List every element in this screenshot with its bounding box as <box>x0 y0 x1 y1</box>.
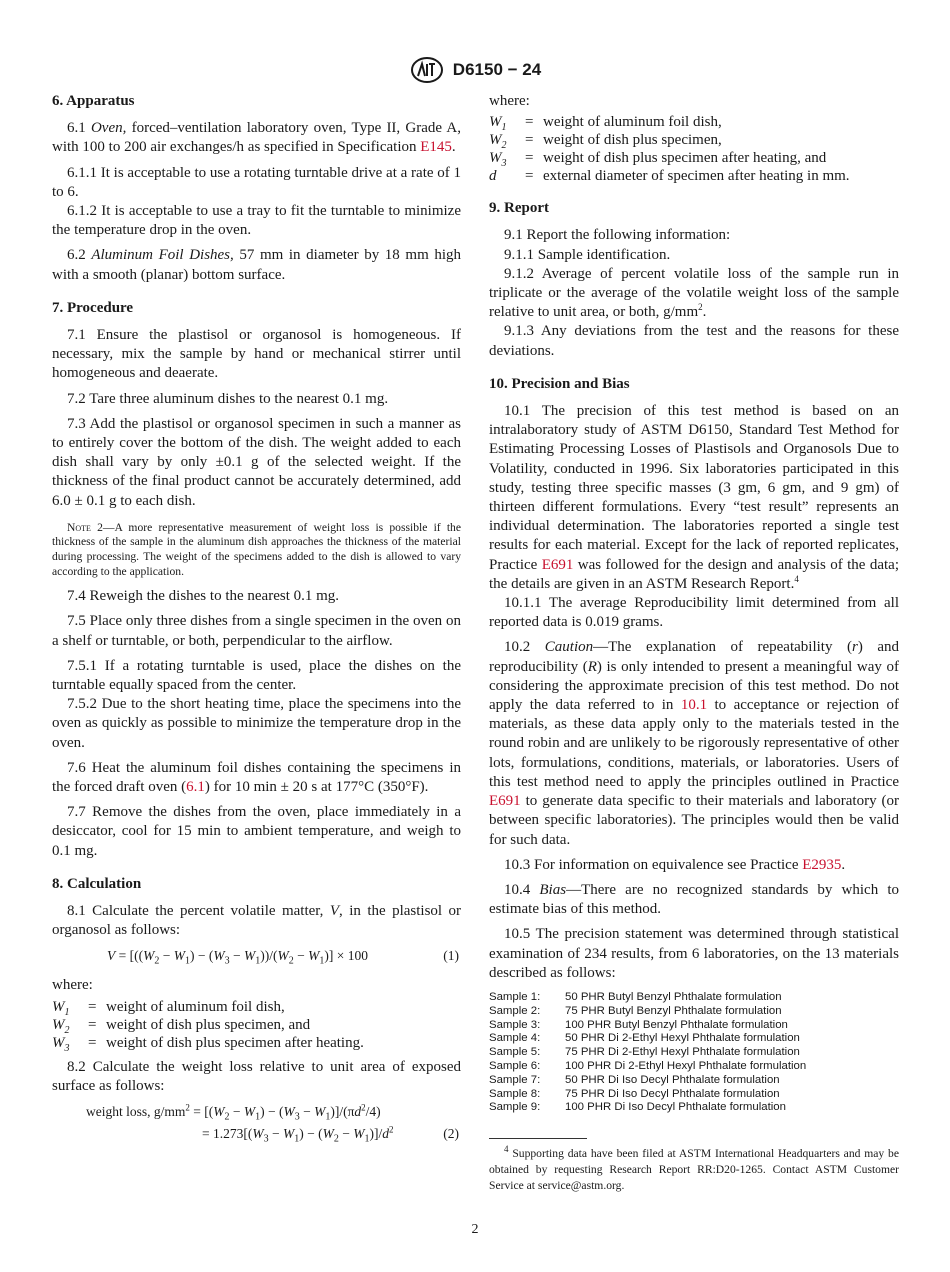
sample-row <box>489 1060 806 1074</box>
sample-description: 75 PHR Butyl Benzyl Phthalate formulation <box>565 1004 782 1017</box>
equation-1-number: (1) <box>443 948 459 964</box>
footnote-4: $^4$ Supporting data have been filed at ASTM International Headquarters and may be obtained by requesting Research Report RR:D20-1265. Contact ASTM Customer Service at service@astm.org. <box>489 1144 899 1192</box>
sample-label: Sample 6: <box>489 1059 541 1072</box>
definition-symbol: $W_3$ <box>52 1034 70 1054</box>
sample-label: Sample 4: <box>489 1032 541 1045</box>
paragraph-6-2: 6.2 Aluminum Foil Dishes, 57 mm in diameter by 18 mm high with a smooth (planar) bottom surface. <box>52 247 461 283</box>
sample-row <box>489 1032 806 1046</box>
paragraph-8-1: 8.1 Calculate the percent volatile matter, V, in the plastisol or organosol as follows: <box>52 903 461 939</box>
definition-description: weight of dish plus specimen, and <box>106 1016 311 1033</box>
sample-description: 100 PHR Butyl Benzyl Phthalate formulation <box>565 1018 788 1031</box>
paragraph-7-6: 7.6 Heat the aluminum foil dishes containing the specimens in the forced draft oven (6.1) for 10 min ± 20 s at 177°C (350°F). <box>52 759 461 796</box>
definition-symbol: $W_1$ <box>52 998 70 1018</box>
paragraph-7-4: 7.4 Reweigh the dishes to the nearest 0.1 mg. <box>67 588 340 605</box>
sample-description: 50 PHR Butyl Benzyl Phthalate formulation <box>565 990 782 1003</box>
left-column <box>52 92 461 1154</box>
where-label-2: where: <box>489 93 530 109</box>
definition-description: weight of aluminum foil dish, <box>543 114 722 131</box>
definition-symbol: $W_1$ <box>489 114 507 134</box>
sample-description: 100 PHR Di Iso Decyl Phthalate formulation <box>565 1101 786 1114</box>
definition-description: weight of dish plus specimen after heating, and <box>543 150 827 167</box>
paragraph-7-1: 7.1 Ensure the plastisol or organosol is homogeneous. If necessary, mix the sample by hand or mechanical stirrer until homogeneous and deaerate. <box>52 327 461 382</box>
definition-equals: = <box>88 1016 97 1033</box>
paragraph-7-2: 7.2 Tare three aluminum dishes to the nearest 0.1 mg. <box>67 390 389 407</box>
paragraph-9-1-3: 9.1.3 Any deviations from the test and the reasons for these deviations. <box>489 323 899 359</box>
sample-row <box>489 1005 806 1019</box>
sample-description: 100 PHR Di 2-Ethyl Hexyl Phthalate formulation <box>565 1059 807 1072</box>
section-7-heading: 7. Procedure <box>52 299 134 316</box>
paragraph-10-2: 10.2 Caution—The explanation of repeatability (r) and reproducibility (R) is only intended to present a meaningful way of considering the approximate precision of this test method. Do not apply the data referred to in 10.1 to acceptance or rejection of materials, as these data apply only to the materials tested in the round robin and are unlikely to be rigorously representative of other lots, formulations, conditions, materials, or laboratories. Users of this test method need to apply the principles outlined in Practice E691 to generate data specific to their materials and laboratory (or between specific laboratories). The principles would then be valid for such data. <box>489 639 900 848</box>
sample-description: 75 PHR Di Iso Decyl Phthalate formulation <box>565 1087 780 1100</box>
section-8-heading: 8. Calculation <box>52 875 142 892</box>
equation-1-body: $V = [((W_2 - W_1) - (W_3 - W_1))/(W_2 - W_1)] \times 100$ <box>107 948 368 968</box>
definition-equals: = <box>88 1034 97 1051</box>
sample-description: 50 PHR Di Iso Decyl Phthalate formulation <box>565 1073 780 1086</box>
sample-row <box>489 991 806 1005</box>
document-designation: D6150 − 24 <box>452 60 542 79</box>
paragraph-6-1-1: 6.1.1 It is acceptable to use a rotating turntable drive at a rate of 1 to 6. <box>52 164 462 200</box>
definition-row <box>52 998 364 1016</box>
astm-logo-icon <box>409 56 445 84</box>
paragraph-7-5: 7.5 Place only three dishes from a single specimen in the oven on a shelf or turntable, or both, perpendicular to the airflow. <box>52 613 461 649</box>
footnote-rule <box>489 1138 587 1139</box>
sample-row <box>489 1074 806 1088</box>
paragraph-10-4: 10.4 Bias—There are no recognized standards by which to estimate bias of this method. <box>489 881 900 918</box>
page-header <box>0 56 950 84</box>
sample-label: Sample 8: <box>489 1087 541 1100</box>
sample-label: Sample 5: <box>489 1046 541 1059</box>
link-e145[interactable]: E145 <box>420 139 452 156</box>
section-9-heading: 9. Report <box>489 200 549 217</box>
definition-symbol: $W_2$ <box>489 132 507 152</box>
paragraph-7-7: 7.7 Remove the dishes from the oven, place immediately in a desiccator, cool for 15 min to ambient temperature, and weigh to 0.1 mg. <box>52 804 461 859</box>
definition-equals: = <box>525 150 534 167</box>
sample-row <box>489 1046 806 1060</box>
equation-2 <box>52 1102 461 1146</box>
definition-equals: = <box>525 168 534 185</box>
paragraph-8-2: 8.2 Calculate the weight loss relative to unit area of exposed surface as follows: <box>52 1058 461 1094</box>
sample-row <box>489 1088 806 1102</box>
sample-row <box>489 1019 806 1033</box>
definition-row <box>489 131 850 149</box>
definition-symbol: d <box>489 168 497 185</box>
paragraph-10-1: 10.1 The precision of this test method is based on an intralaboratory study of ASTM D6150, Standard Test Method for Estimating Processing Losses of Plastisols and Organosols Due to Volatility, conducted in 1996. Six laboratories participated in this study, testing three specific masses (3 gm, 6 gm, and 9 gm) of thirteen different formulations. Every “test result” represents an individual determination. The laboratories reported a single test results for each material. Except for the lack of reported replicates, Practice E691 was followed for the design and analysis of the data; the details are given in an ASTM Research Report.$^4$ <box>489 403 899 592</box>
definitions-list-1 <box>52 998 364 1052</box>
paragraph-7-3: 7.3 Add the plastisol or organosol specimen in such a manner as to entirely cover the bottom of the dish. The weight added to each dish shall vary by only ±0.1 g of the selected weight. If the thickness of the final product cannot be accurately determined, add 6.0 ± 0.1 g to each dish. <box>52 415 461 509</box>
equation-2-number: (2) <box>443 1126 459 1142</box>
definition-row <box>52 1016 364 1034</box>
paragraph-9-1: 9.1 Report the following information: <box>504 227 731 244</box>
sample-row <box>489 1101 806 1115</box>
link-6-1[interactable]: 6.1 <box>186 779 205 796</box>
section-6-heading: 6. Apparatus <box>52 93 135 109</box>
link-e691[interactable]: E691 <box>541 556 574 573</box>
paragraph-10-5: 10.5 The precision statement was determined through statistical examination of 234 results, from 6 laboratories, on the 13 materials described as follows: <box>489 926 899 981</box>
definition-row <box>52 1034 364 1052</box>
definition-row <box>489 149 850 167</box>
samples-table <box>489 991 806 1115</box>
definition-row <box>489 167 850 185</box>
definition-description: weight of aluminum foil dish, <box>106 998 285 1015</box>
sample-label: Sample 1: <box>489 990 541 1003</box>
definition-description: weight of dish plus specimen, <box>543 132 722 149</box>
definition-symbol: $W_3$ <box>489 150 507 170</box>
paragraph-10-3: 10.3 For information on equivalence see Practice E2935. <box>504 856 846 873</box>
section-10-heading: 10. Precision and Bias <box>489 375 630 392</box>
equation-2-line-2: = $1.273[(W_3 - W_1) - (W_2 - W_1)]/d^2$ <box>202 1124 394 1145</box>
paragraph-9-1-1: 9.1.1 Sample identification. <box>504 246 671 263</box>
paragraph-7-5-1: 7.5.1 If a rotating turntable is used, place the dishes on the turntable equally spaced from the center. <box>52 657 461 694</box>
note-2: Note 2—A more representative measurement of weight loss is possible if the thickness of the sample in the aluminum dish approaches the thickness of the material during processing. The weight of the specimens added to the dish is allowed to vary according to the application. <box>52 520 461 578</box>
equation-2-line-1: weight loss, $g/mm^2 = [(W_2 - W_1) - (W_3 - W_1)]/(\pi d^2/4)$ <box>86 1102 381 1123</box>
right-column <box>489 92 899 1115</box>
definitions-list-2 <box>489 113 850 185</box>
equation-1 <box>52 946 461 966</box>
sample-description: 50 PHR Di 2-Ethyl Hexyl Phthalate formulation <box>565 1032 800 1045</box>
paragraph-6-1-2: 6.1.2 It is acceptable to use a tray to fit the turntable to minimize the temperature drop in the oven. <box>52 203 461 239</box>
definition-equals: = <box>88 998 97 1015</box>
page-number: 2 <box>471 1222 479 1237</box>
link-10-1[interactable]: 10.1 <box>680 697 708 714</box>
link-e691-2[interactable]: E691 <box>489 793 521 810</box>
sample-description: 75 PHR Di 2-Ethyl Hexyl Phthalate formulation <box>565 1046 800 1059</box>
sample-label: Sample 2: <box>489 1004 541 1017</box>
definition-row <box>489 113 850 131</box>
sample-label: Sample 7: <box>489 1073 541 1086</box>
sample-label: Sample 3: <box>489 1018 541 1031</box>
paragraph-7-5-2: 7.5.2 Due to the short heating time, place the specimens into the oven as quickly as possible to minimize the temperature drop in the oven. <box>52 696 461 751</box>
definition-symbol: $W_2$ <box>52 1016 70 1036</box>
link-e2935[interactable]: E2935 <box>802 856 842 873</box>
definition-equals: = <box>525 132 534 149</box>
paragraph-6-1: 6.1 Oven, forced–ventilation laboratory oven, Type II, Grade A, with 100 to 200 air exchanges/h as specified in Specification E145. <box>52 120 461 156</box>
sample-label: Sample 9: <box>489 1101 541 1114</box>
paragraph-9-1-2: 9.1.2 Average of percent volatile loss of the sample run in triplicate or the average of the volatile weight loss of the sample relative to unit area, or both, $g/mm^2$. <box>489 265 899 321</box>
definition-description: weight of dish plus specimen after heating. <box>106 1034 364 1051</box>
definition-description: external diameter of specimen after heating in mm. <box>543 168 850 185</box>
paragraph-10-1-1: 10.1.1 The average Reproducibility limit determined from all reported data is 0.019 grams. <box>489 595 899 631</box>
where-label-1: where: <box>52 977 93 994</box>
definition-equals: = <box>525 114 534 131</box>
